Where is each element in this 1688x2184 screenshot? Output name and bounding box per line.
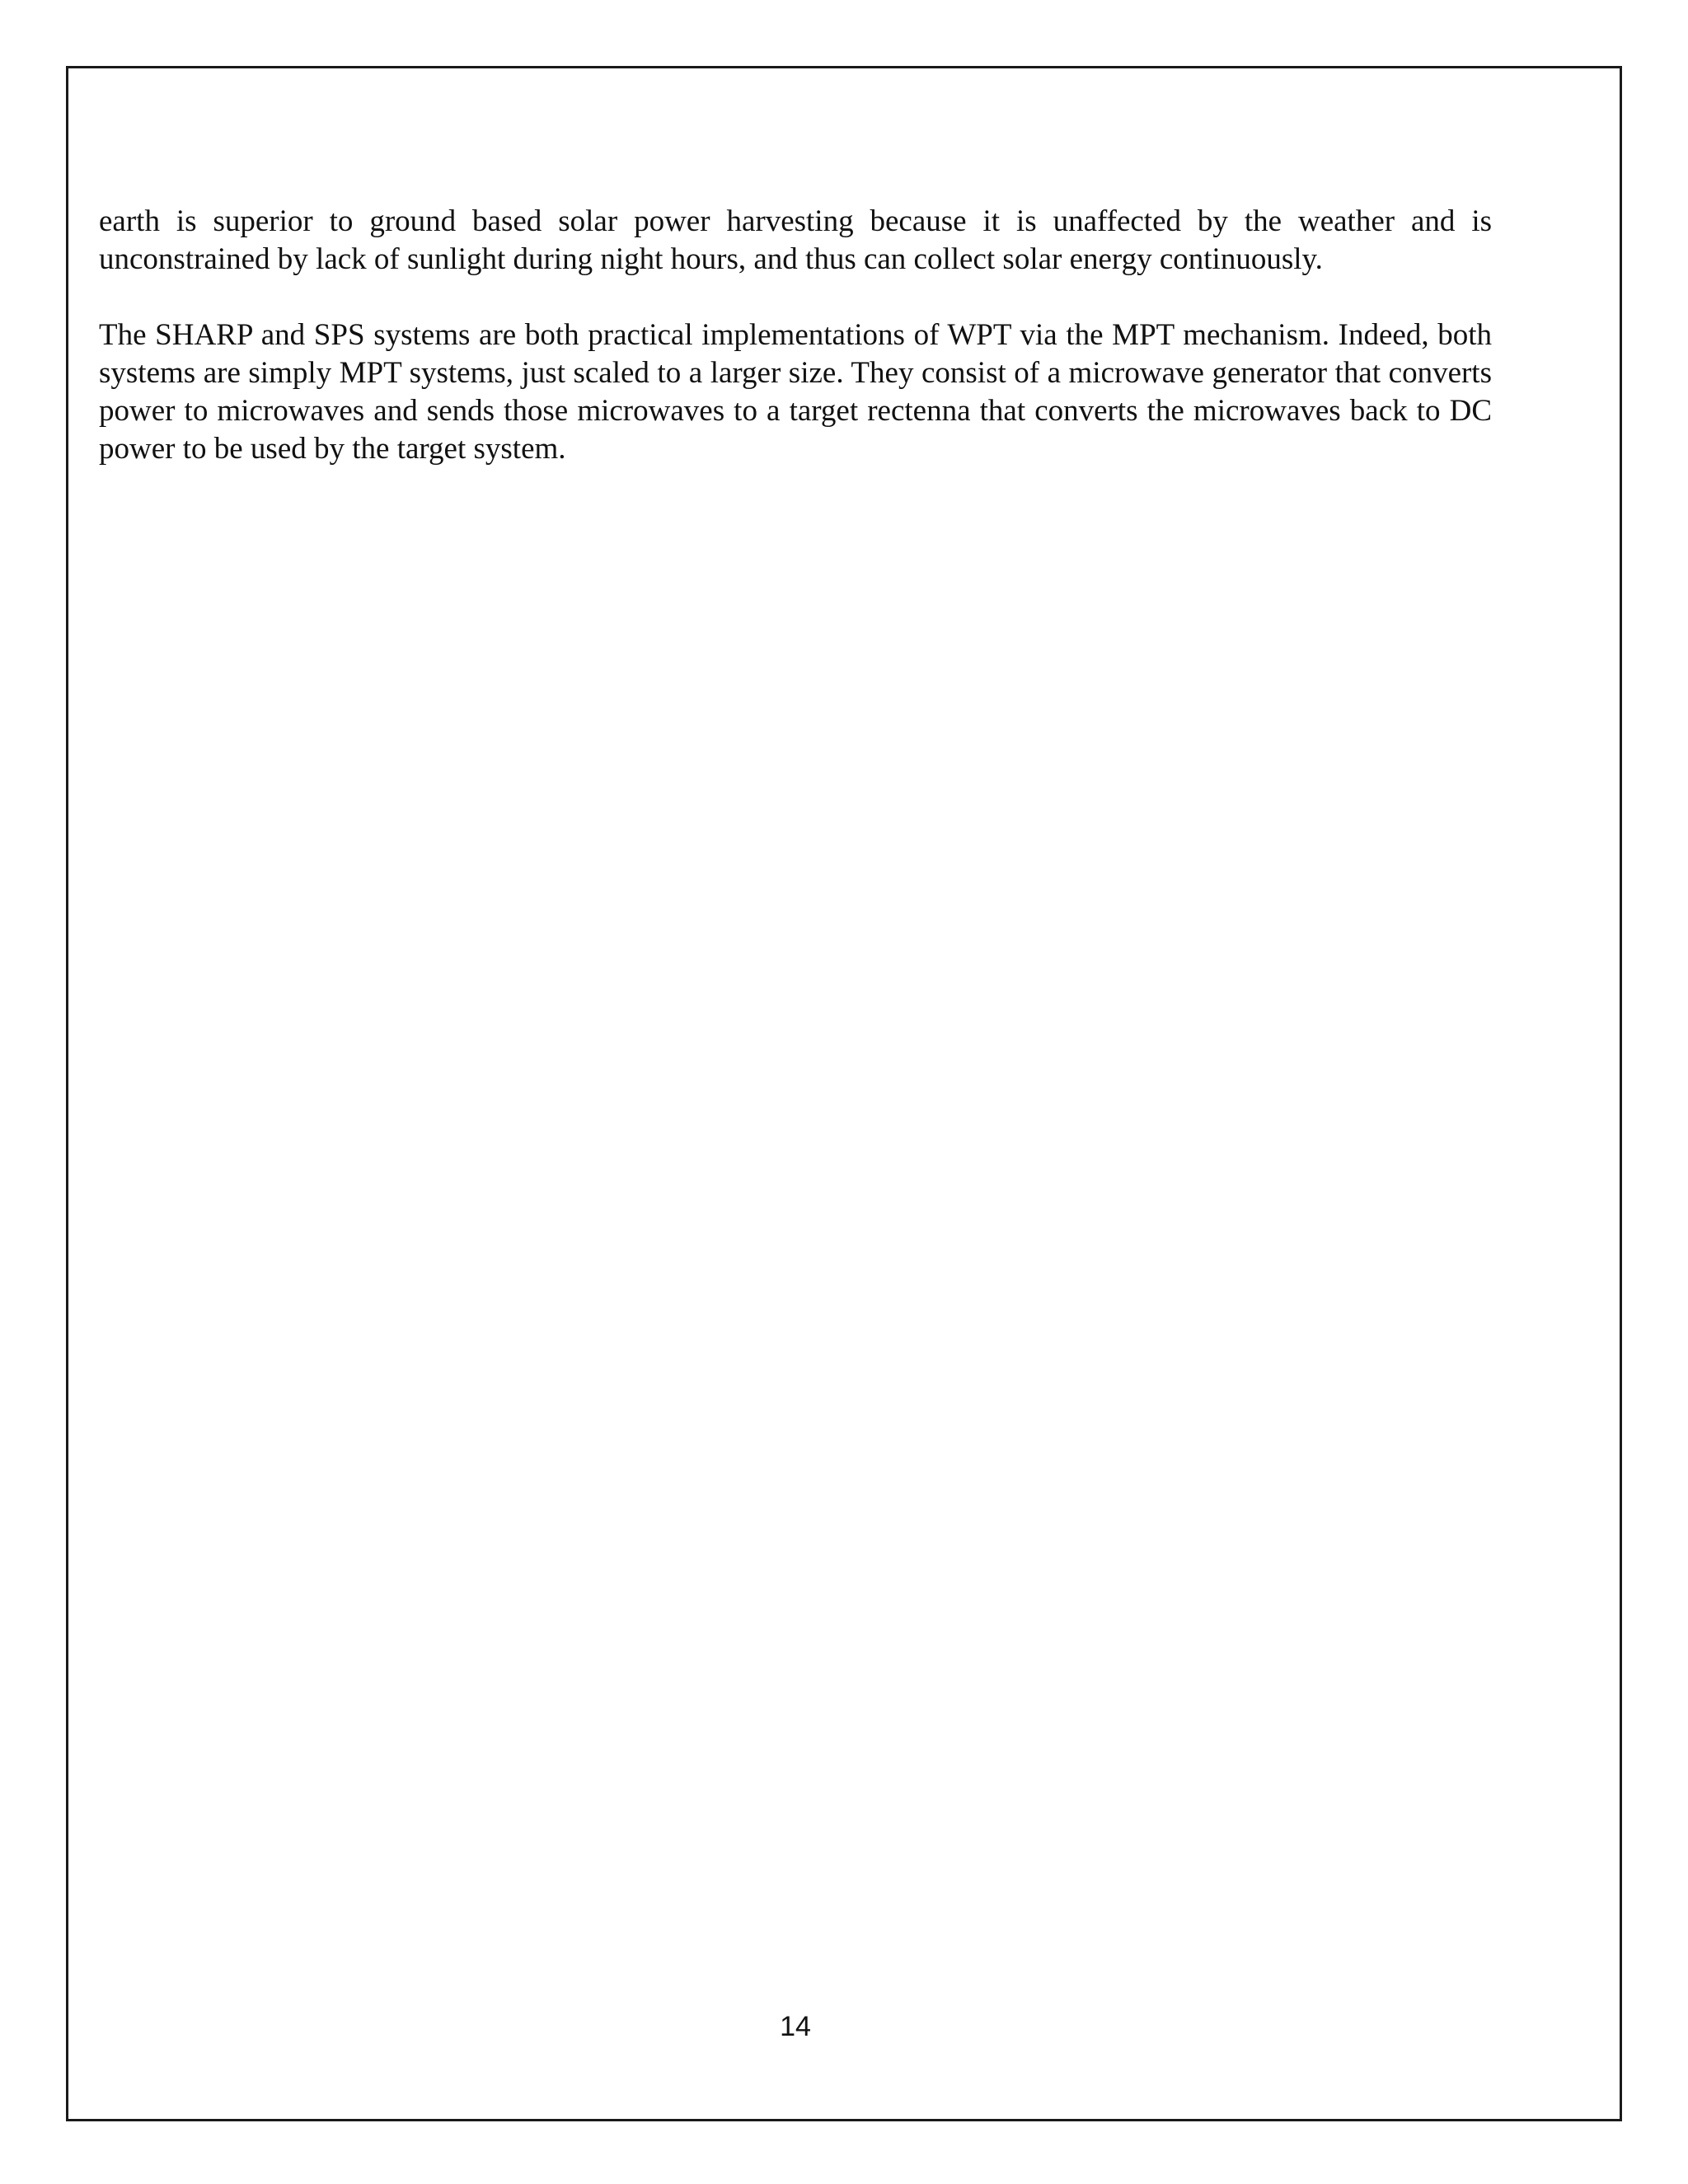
paragraph-2: The SHARP and SPS systems are both practical implementations of WPT via the MPT mechanism. Indeed, both systems are simply MPT systems, just scaled to a larger size. They consist of a microwave generator that converts power to microwaves and sends those microwaves to a target rectenna that converts the microwaves back to DC power to be used by the target system. xyxy=(99,318,1492,466)
paragraph-1: earth is superior to ground based solar power harvesting because it is unaffected by the weather and is unconstrained by lack of sunlight during night hours, and thus can collect solar energy continuously. xyxy=(99,204,1492,276)
body-text xyxy=(99,203,1492,506)
page-number: 14 xyxy=(780,2011,811,2042)
